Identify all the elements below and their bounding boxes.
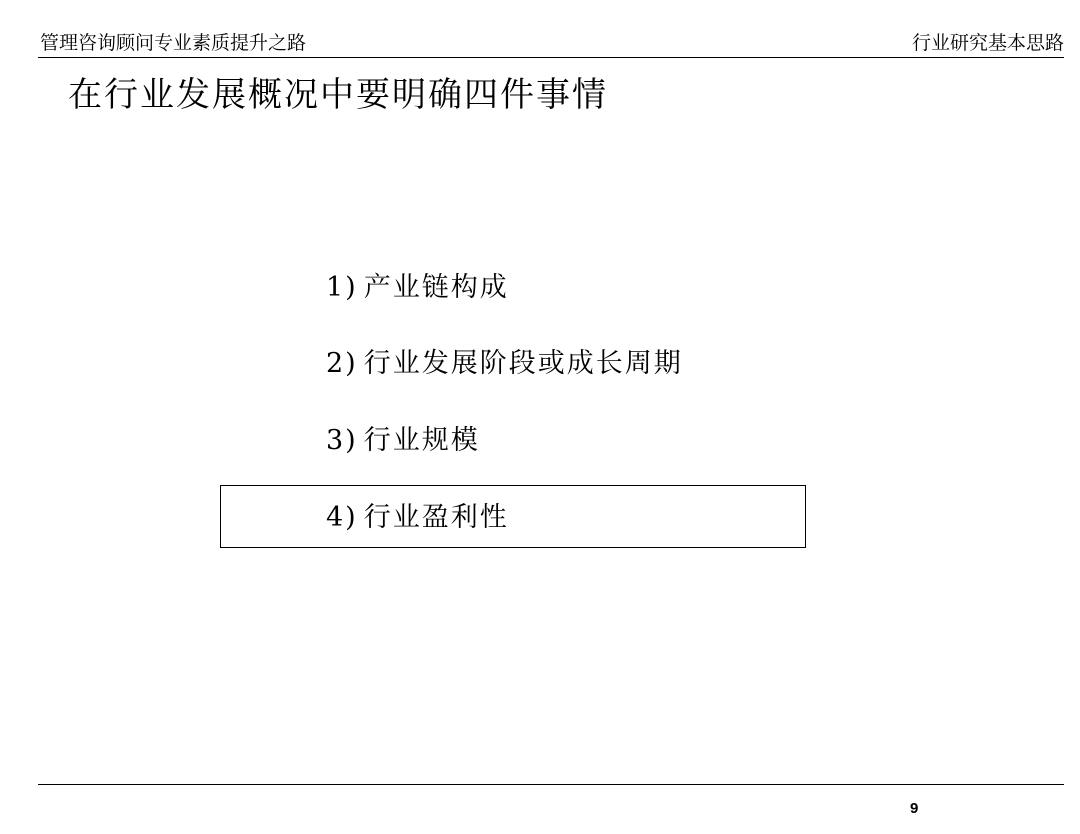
list-item	[326, 270, 509, 306]
list-item-text: 行业盈利性	[363, 502, 509, 533]
list-item-number: 1)	[326, 272, 358, 303]
list-item-text: 行业发展阶段或成长周期	[363, 348, 683, 379]
list-item-number: 3)	[326, 425, 358, 456]
list-item	[326, 346, 683, 382]
list-item-text: 行业规模	[363, 425, 480, 456]
list-item-number: 4)	[326, 502, 358, 533]
header-divider	[38, 57, 1064, 58]
header-left-title: 管理咨询顾问专业素质提升之路	[40, 32, 307, 54]
page-number: 9	[910, 800, 919, 817]
footer-divider	[38, 784, 1064, 785]
header-right-title: 行业研究基本思路	[911, 32, 1064, 54]
list-item	[326, 423, 480, 459]
highlight-box	[220, 485, 806, 548]
list-item-text: 产业链构成	[363, 272, 509, 303]
list-item-number: 2)	[326, 348, 358, 379]
page-title: 在行业发展概况中要明确四件事情	[68, 75, 608, 115]
list-item-highlighted	[326, 500, 509, 536]
